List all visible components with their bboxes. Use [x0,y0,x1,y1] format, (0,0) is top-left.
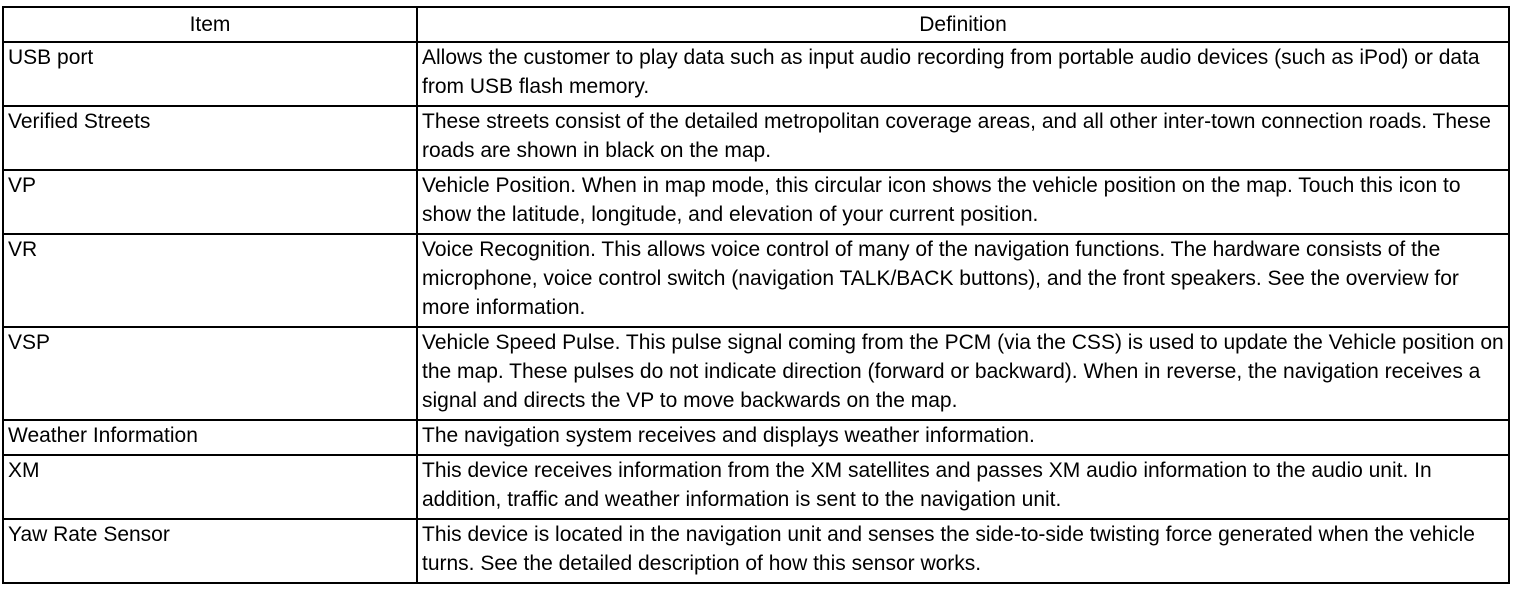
definition-cell: Vehicle Position. When in map mode, this circular icon shows the vehicle position on the map. Touch this icon to show the latitude, longitude, and elevation of your current position. [417,170,1509,234]
table-row [3,519,1509,583]
glossary-table [2,6,1510,584]
definition-cell: This device is located in the navigation unit and senses the side-to-side twisting force generated when the vehicle turns. See the detailed description of how this sensor works. [417,519,1509,583]
column-header-item: Item [3,7,417,42]
table-row [3,455,1509,519]
table-row [3,170,1509,234]
definition-cell: Vehicle Speed Pulse. This pulse signal coming from the PCM (via the CSS) is used to update the Vehicle position on the map. These pulses do not indicate direction (forward or backward). When in reverse, the navigation receives a signal and directs the VP to move backwards on the map. [417,327,1509,420]
table-row [3,106,1509,170]
table-row [3,420,1509,455]
table-header-row [3,7,1509,42]
table-row [3,234,1509,327]
item-cell: Yaw Rate Sensor [3,519,417,583]
item-cell: Verified Streets [3,106,417,170]
item-cell: XM [3,455,417,519]
item-cell: VSP [3,327,417,420]
item-cell: USB port [3,42,417,106]
definition-cell: The navigation system receives and displays weather information. [417,420,1509,455]
definition-cell: These streets consist of the detailed metropolitan coverage areas, and all other inter-town connection roads. These roads are shown in black on the map. [417,106,1509,170]
item-cell: VP [3,170,417,234]
definition-cell: Allows the customer to play data such as input audio recording from portable audio devices (such as iPod) or data from USB flash memory. [417,42,1509,106]
definition-cell: This device receives information from the XM satellites and passes XM audio information to the audio unit. In addition, traffic and weather information is sent to the navigation unit. [417,455,1509,519]
definition-cell: Voice Recognition. This allows voice control of many of the navigation functions. The hardware consists of the microphone, voice control switch (navigation TALK/BACK buttons), and the front speakers. See the overview for more information. [417,234,1509,327]
item-cell: VR [3,234,417,327]
item-cell: Weather Information [3,420,417,455]
column-header-definition: Definition [417,7,1509,42]
table-row [3,42,1509,106]
table-row [3,327,1509,420]
